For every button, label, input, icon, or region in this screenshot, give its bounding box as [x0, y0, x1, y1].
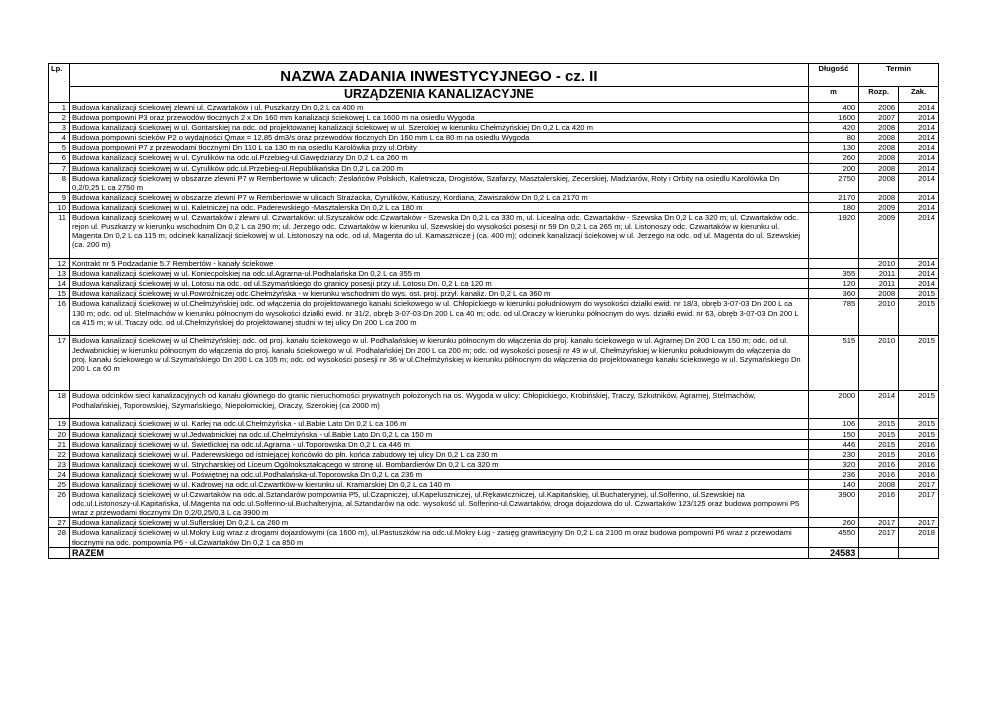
table-row	[49, 153, 939, 163]
row-name: Budowa pompowni P3 oraz przewodów tłocznych 2 x Dn 160 mm kanalizacji ściekowej L ca 1600 m na osiedlu Wygoda	[69, 113, 808, 123]
row-length: 320	[808, 459, 858, 469]
row-start: 2010	[859, 299, 899, 336]
table-row	[49, 299, 939, 336]
row-name: Budowa kanalizacji ściekowej w obszarze zlewni P7 w Rembertowie w ulicach Strażacka, Cyrulików, Katiuszy, Kordiana, Zawiszaków Dn 0,2 L ca 2170 m	[69, 192, 808, 202]
row-length: 420	[808, 123, 858, 133]
row-lp: 11	[49, 213, 70, 259]
total-label: RAZEM	[69, 547, 808, 558]
row-name: Budowa kanalizacji ściekowej w ul.Powroźniczej odc.Chełmżyńska - w kierunku wschodnim do wys. ost. proj. przył. kanaliz. Dn 0,2 L ca 360 m	[69, 289, 808, 299]
row-name: Budowa kanalizacji ściekowej w ul.Chełmżyńskiej odc. od włączenia do projektowanego kanału ściekowego w ul. Chłopickiego w kierunku południowym do wysokości działki ewid. nr 18/3, obręb 3-07-03 Dn 200 L ca 130 m; odc. od ul. Stelmachów w kierunku północnym do wysokości działki ewid. nr 31/2, obręb 3-07-03 Dn 200 L ca 40 m; odc. od ul.Oraczy w kierunku północnym do wys. działki ewid. nr 63, obręb 3-07-03 Dn 200 L ca 415 m; w ul. Traczy odc. od ul.Chełmżyńskiej do projektowanej studni w tej ulicy Dn 200 L ca 200 m	[69, 299, 808, 336]
row-name: Budowa kanalizacji ściekowej w ul. Lotosu na odc. od ul.Szymańskiego do granicy posesji przy ul. Lotosu Dn. 0,2 L ca 120 m	[69, 279, 808, 289]
table-row	[49, 123, 939, 133]
row-end: 2014	[899, 133, 939, 143]
page-title: NAZWA ZADANIA INWESTYCYJNEGO - cz. II	[69, 64, 808, 87]
row-end: 2014	[899, 153, 939, 163]
row-length: 1920	[808, 213, 858, 259]
row-length: 260	[808, 518, 858, 528]
row-start: 2016	[859, 459, 899, 469]
row-length: 355	[808, 269, 858, 279]
row-lp: 23	[49, 459, 70, 469]
row-name: Budowa kanalizacji ściekowej w ul.Mokry Ług wraz z drogami dojazdowymi (ca 1600 m), ul.Pastuszków na odc.ul.Mokry Ług - zasięg grawitacyjny Dn 0,2 L ca 2100 m oraz budowa pompowni P6 wraz z przewodami tłocznymi na odc. pompownia P6 - ul.Czwartaków Dn 0,2 1 ca 850 m	[69, 528, 808, 547]
row-lp: 13	[49, 269, 70, 279]
row-length: 3900	[808, 490, 858, 518]
table-row	[49, 439, 939, 449]
row-name: Budowa kanalizacji ściekowej w ul.Czwartaków na odc.al.Sztandarów pompownia P5, ul.Czapniczej, ul.Kapeluszniczej, ul.Rękawiczniczej, ul.Kapitańskiej, ul.Buchateryjnej, ul.Solferino, ul.Szewskiej na odc.ul.Listonoszy-ul.Kapitańska, ul.Magenta na odc.ul.Solferino-ul.Buchalteryjna, al.Sztandarów na odc. wysokość ul. Solferino-ul.Czwartaków, droga dojazdowa do ul. Czwartaków 123/125 oraz budowa pompowni P5 wraz z przewodami tłocznymi Dn 0,2/0,25/0,3 L ca 3900 m	[69, 490, 808, 518]
row-lp: 7	[49, 163, 70, 173]
row-start: 2011	[859, 269, 899, 279]
table-row	[49, 419, 939, 429]
row-start: 2007	[859, 113, 899, 123]
row-end: 2016	[899, 439, 939, 449]
row-length: 1600	[808, 113, 858, 123]
row-end: 2017	[899, 490, 939, 518]
row-name: Budowa pompowni P7 z przewodami tłocznymi Dn 110 L ca 130 m na osiedlu Karolówka przy ul.Orbity	[69, 143, 808, 153]
table-row	[49, 490, 939, 518]
row-lp: 12	[49, 259, 70, 269]
table-row	[49, 192, 939, 202]
row-start: 2017	[859, 518, 899, 528]
row-length: 106	[808, 419, 858, 429]
row-name: Budowa kanalizacji ściekowej w ul. Paderewskiego od istniejącej końcówki do płn. końca zabudowy tej ulicy Dn 0,2 L ca 230 m	[69, 449, 808, 459]
row-end: 2014	[899, 103, 939, 113]
row-end: 2014	[899, 259, 939, 269]
row-name: Budowa kanalizacji ściekowej w ul. Strycharskiej od Liceum Ogólnokształcącego w stronę ul. Bombardierów Dn 0,2 L ca 320 m	[69, 459, 808, 469]
table-row	[49, 173, 939, 192]
row-end: 2015	[899, 289, 939, 299]
row-length: 140	[808, 479, 858, 489]
row-end: 2014	[899, 279, 939, 289]
row-lp: 27	[49, 518, 70, 528]
row-end: 2016	[899, 459, 939, 469]
row-length: 400	[808, 103, 858, 113]
row-start: 2008	[859, 123, 899, 133]
header-length: Długość	[808, 64, 858, 87]
row-end: 2014	[899, 113, 939, 123]
row-name: Budowa odcinków sieci kanalizacyjnych od kanału głównego do granic nieruchomości prywatnych położonych na os. Wygoda w ulicy: Chłopickiego, Krobińskiej, Traczy, Szkutników, Agrarnej, Stelmachów, Podhalańskiej, Toporowskiej, Szymańskiego, Niepołomickiej, Oraczy, Szerokiej (ca 2000 m)	[69, 391, 808, 419]
total-row	[49, 547, 939, 558]
page-subtitle: URZĄDZENIA KANALIZACYJNE	[69, 87, 808, 103]
row-end: 2015	[899, 299, 939, 336]
row-end: 2014	[899, 269, 939, 279]
table-row	[49, 103, 939, 113]
row-lp: 1	[49, 103, 70, 113]
row-name: Budowa kanalizacji ściekowej w ul. Cyrulików odc.ul.Przebieg-ul.Republikańska Dn 0,2 L ca 200 m	[69, 163, 808, 173]
header-row-1	[49, 64, 939, 87]
table-row	[49, 269, 939, 279]
row-length: 120	[808, 279, 858, 289]
row-lp: 14	[49, 279, 70, 289]
row-end: 2016	[899, 469, 939, 479]
row-end: 2015	[899, 336, 939, 391]
row-start: 2015	[859, 419, 899, 429]
row-end: 2014	[899, 213, 939, 259]
investment-table-sheet	[48, 63, 939, 559]
row-start: 2014	[859, 391, 899, 419]
row-length: 2170	[808, 192, 858, 202]
row-start: 2011	[859, 279, 899, 289]
row-length: 230	[808, 449, 858, 459]
row-start: 2016	[859, 469, 899, 479]
row-start: 2017	[859, 528, 899, 547]
row-name: Budowa kanalizacji ściekowej w ul. Cyrulików na odc.ul.Przebieg-ul.Gawędziarzy Dn 0,2 L ca 260 m	[69, 153, 808, 163]
row-start: 2008	[859, 192, 899, 202]
table-row	[49, 289, 939, 299]
row-length: 515	[808, 336, 858, 391]
header-lp: Lp.	[49, 64, 70, 103]
table-row	[49, 459, 939, 469]
row-length: 236	[808, 469, 858, 479]
row-name: Budowa kanalizacji ściekowej w obszarze zlewni P7 w Rembertowie w ulicach: Zesłańców Polskich, Kaletnicza, Drogistów, Szafarzy, Masztalerskiej, Zecerskiej, Madziarów, Roty i Orbity na osiedlu Karolówka Dn 0,2/0,25 L ca 2750 m	[69, 173, 808, 192]
row-end: 2018	[899, 528, 939, 547]
row-lp: 5	[49, 143, 70, 153]
header-row-2	[49, 87, 939, 103]
table-row	[49, 213, 939, 259]
row-start: 2009	[859, 202, 899, 212]
table-row	[49, 518, 939, 528]
row-name: Budowa kanalizacji ściekowej w ul. Świetlickiej na odc.ul.Agrarna - ul.Toporowska Dn 0,2 L ca 446 m	[69, 439, 808, 449]
row-length: 4550	[808, 528, 858, 547]
header-term: Termin	[859, 64, 939, 87]
table-row	[49, 449, 939, 459]
row-start: 2006	[859, 103, 899, 113]
row-lp: 17	[49, 336, 70, 391]
row-length: 130	[808, 143, 858, 153]
row-start: 2008	[859, 163, 899, 173]
row-lp: 10	[49, 202, 70, 212]
row-name: Budowa kanalizacji ściekowej w ul Chełmżyńskiej: odc. od proj. kanału ściekowego w ul. Podhalańskiej w kierunku północnym do włączenia do proj. kanału ściekowego w ul. Agrarnej Dn 200 L ca 150 m; odc. od ul. Jedwabnickiej w kierunku północnym do włączenia do proj. kanału ściekowego w ul. Podhalańskiej Dn 200 L ca 200 m; odc. od wysokości posesji nr 49 w ul. Chełmżyńskiej w kierunku południowym do włączenia do proj. kanału ściekowego w ul.Szymańskiego Dn 200 L ca 105 m; odc. od wysokości posesji nr 36 w ul.Chełmżyńskiej w kierunku północnym do włączenia do projektowanego kanału ściekowego w ul. Szymańskiego Dn 200 L ca 60 m	[69, 336, 808, 391]
row-lp: 4	[49, 133, 70, 143]
row-length: 200	[808, 163, 858, 173]
row-start: 2015	[859, 429, 899, 439]
row-start: 2008	[859, 173, 899, 192]
row-start: 2008	[859, 153, 899, 163]
row-name: Budowa kanalizacji ściekowej w ul.Jedwabnickiej na odc.ul.Chełmżyńska - ul.Babie Lato Dn 0,2 L ca 150 m	[69, 429, 808, 439]
row-length: 180	[808, 202, 858, 212]
table-row	[49, 279, 939, 289]
row-end: 2015	[899, 419, 939, 429]
header-length-unit: m	[808, 87, 858, 103]
row-end: 2014	[899, 163, 939, 173]
row-end: 2014	[899, 173, 939, 192]
row-start: 2009	[859, 213, 899, 259]
header-start: Rozp.	[859, 87, 899, 103]
table-row	[49, 202, 939, 212]
row-length: 2750	[808, 173, 858, 192]
row-length: 785	[808, 299, 858, 336]
table-row	[49, 133, 939, 143]
row-lp: 3	[49, 123, 70, 133]
row-lp: 8	[49, 173, 70, 192]
row-end: 2017	[899, 479, 939, 489]
row-lp: 28	[49, 528, 70, 547]
row-lp: 15	[49, 289, 70, 299]
row-start: 2008	[859, 289, 899, 299]
row-length: 260	[808, 153, 858, 163]
row-end: 2016	[899, 449, 939, 459]
row-start: 2008	[859, 133, 899, 143]
row-name: Budowa kanalizacji ściekowej w ul. Czwartaków i zlewni ul. Czwartaków: ul.Szyszaków odc.Czwartaków - Szewska Dn 0,2 L ca 330 m, ul. Licealna odc. Czwartaków - Szewska Dn 0,2 L ca 320 m; ul. Czwartaków odc. rejon ul. Puszkarzy w kierunku wschodnim Dn 0,2 L ca 290 m; ul. Jerzego odc. Czwartaków w kierunku ul. Szewskiej do wysokości posesji nr 59 Dn 0,2 L ca 265 m; ul. Listonoszy odc. Czwartaków w kierunku ul. Magenta Dn 0,2 L ca 115 m; odcinek kanalizacji ściekowej w ul. Listonoszy na odc. od ul. Magenta do ul. Kamasznicze j (ca. 400 m); odcinek kanalizacji ściekowej w ul. Jerzego na odc. od ul. Magenta do ul. Szewskiej (ca. 200 m)	[69, 213, 808, 259]
table-row	[49, 143, 939, 153]
row-end: 2014	[899, 192, 939, 202]
row-lp: 18	[49, 391, 70, 419]
row-name: Budowa kanalizacji ściekowej w ul. Gontarskiej na odc. od projektowanej kanalizacji ściekowej w ul. Szerokiej w kierunku Chełmżyńskiej Dn 0,2 L ca 420 m	[69, 123, 808, 133]
total-length: 24583	[808, 547, 858, 558]
total-lp	[49, 547, 70, 558]
row-end: 2014	[899, 202, 939, 212]
header-end: Zak.	[899, 87, 939, 103]
total-end	[899, 547, 939, 558]
row-name: Budowa pompowni ścieków P2 o wydajności Qmax = 12,85 dm3/s oraz przewodów tłocznych Dn 160 mm L ca 80 m na osiedlu Wygoda	[69, 133, 808, 143]
investment-table	[48, 63, 939, 559]
row-end: 2015	[899, 429, 939, 439]
row-start: 2008	[859, 479, 899, 489]
row-lp: 20	[49, 429, 70, 439]
table-row	[49, 163, 939, 173]
row-lp: 9	[49, 192, 70, 202]
row-lp: 24	[49, 469, 70, 479]
row-length	[808, 259, 858, 269]
row-lp: 25	[49, 479, 70, 489]
row-start: 2010	[859, 259, 899, 269]
row-length: 360	[808, 289, 858, 299]
table-row	[49, 479, 939, 489]
row-start: 2016	[859, 490, 899, 518]
table-row	[49, 113, 939, 123]
row-length: 80	[808, 133, 858, 143]
row-name: Budowa kanalizacji ściekowej w ul.Suflerskiej Dn 0,2 L ca 260 m	[69, 518, 808, 528]
row-lp: 26	[49, 490, 70, 518]
row-name: Budowa kanalizacji ściekowej w ul. Kadrowej na odc.ul.Czwartków-w kierunku ul. Kramarskiej Dn 0,2 L ca 140 m	[69, 479, 808, 489]
row-length: 446	[808, 439, 858, 449]
row-start: 2015	[859, 439, 899, 449]
row-name: Budowa kanalizacji ściekowej w ul. Kaletniczej na odc. Paderewskiego -Masztalerska Dn 0,2 L ca 180 m	[69, 202, 808, 212]
row-start: 2015	[859, 449, 899, 459]
table-row	[49, 429, 939, 439]
row-name: Budowa kanalizacji ściekowej w ul. Poświętnej na odc.ul.Podhalańska-ul.Toporowska Dn 0,2 L ca 236 m	[69, 469, 808, 479]
row-end: 2014	[899, 123, 939, 133]
total-start	[859, 547, 899, 558]
row-start: 2010	[859, 336, 899, 391]
row-lp: 22	[49, 449, 70, 459]
row-lp: 6	[49, 153, 70, 163]
row-name: Kontrakt nr 5 Podzadanie 5.7 Rembertów - kanały ściekowe	[69, 259, 808, 269]
row-lp: 2	[49, 113, 70, 123]
row-end: 2014	[899, 143, 939, 153]
table-row	[49, 469, 939, 479]
table-row	[49, 391, 939, 419]
row-start: 2008	[859, 143, 899, 153]
table-row	[49, 259, 939, 269]
row-lp: 19	[49, 419, 70, 429]
table-row	[49, 528, 939, 547]
row-end: 2017	[899, 518, 939, 528]
row-name: Budowa kanalizacji ściekowej w ul. Karłej na odc.ul.Chełmżyńska - ul.Babie Lato Dn 0,2 L ca 106 m	[69, 419, 808, 429]
row-name: Budowa kanalizacji ściekowej zlewni ul. Czwartaków i ul. Puszkarzy Dn 0,2 L ca 400 m	[69, 103, 808, 113]
row-length: 150	[808, 429, 858, 439]
row-name: Budowa kanalizacji ściekowej w ul. Koniecpolskiej na odc.ul.Agrarna-ul.Podhalańska Dn 0,2 L ca 355 m	[69, 269, 808, 279]
row-end: 2015	[899, 391, 939, 419]
table-row	[49, 336, 939, 391]
row-lp: 16	[49, 299, 70, 336]
row-lp: 21	[49, 439, 70, 449]
row-length: 2000	[808, 391, 858, 419]
